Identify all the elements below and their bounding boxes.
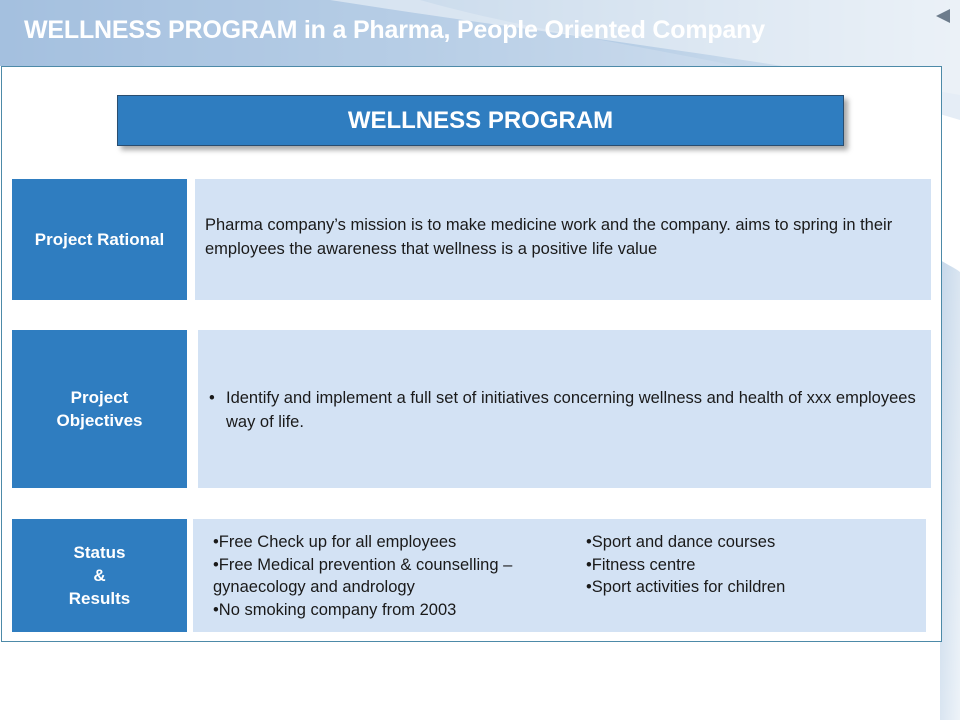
- back-triangle-icon[interactable]: [934, 8, 952, 24]
- status-list-left: [213, 531, 573, 621]
- list-item: •Free Check up for all employees: [213, 533, 457, 551]
- status-results-label-line1: Status: [73, 543, 126, 562]
- list-item: •Free Medical prevention & counselling – gynaecology and andrology: [213, 555, 513, 596]
- status-results-label-line3: Results: [68, 589, 131, 608]
- list-item: •Sport and dance courses: [586, 533, 776, 551]
- project-objectives-content: [198, 330, 931, 488]
- status-results-label-line2: &: [93, 566, 106, 585]
- project-objectives-label-line1: Project: [70, 388, 129, 407]
- status-results-content: [193, 519, 926, 632]
- list-item: •No smoking company from 2003: [213, 600, 457, 619]
- status-results-label: [12, 519, 187, 632]
- project-rational-content: [195, 179, 931, 300]
- slide-title: WELLNESS PROGRAM in a Pharma, People Oriented Company: [24, 16, 765, 44]
- project-rational-text: Pharma company’s mission is to make medicine work and the company. aims to spring in their employees the awareness that wellness is a positive life value: [205, 216, 893, 258]
- list-item: •Sport activities for children: [586, 578, 786, 596]
- objectives-list: [206, 386, 923, 434]
- status-list-right: [586, 531, 906, 599]
- project-objectives-label: [12, 330, 187, 488]
- project-rational-label: [12, 179, 187, 300]
- project-objectives-label-line2: Objectives: [56, 411, 143, 430]
- wellness-program-banner: WELLNESS PROGRAM: [117, 95, 844, 146]
- list-item: •Fitness centre: [586, 555, 696, 574]
- list-item: • Identify and implement a full set of initiatives concerning wellness and health of xxx employees way of life.: [226, 386, 923, 434]
- project-rational-label-text: Project Rational: [34, 230, 165, 249]
